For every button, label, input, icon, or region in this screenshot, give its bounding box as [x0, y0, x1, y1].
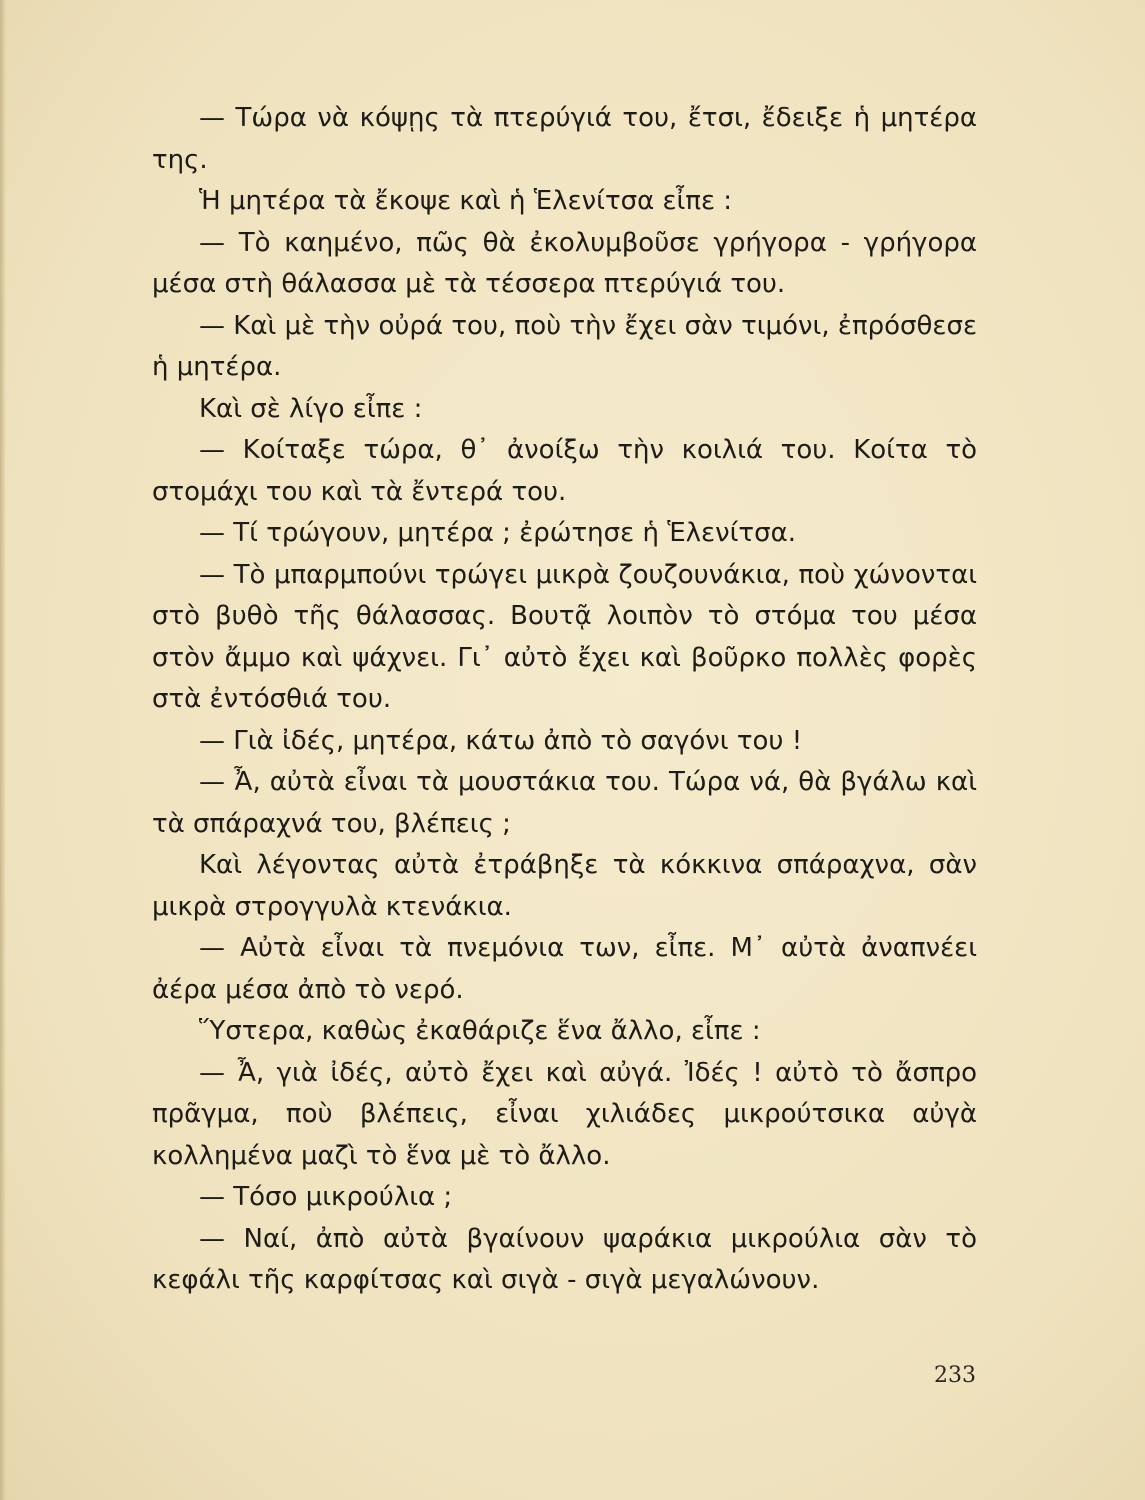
paragraph: — Γιὰ ἰδές, μητέρα, κάτω ἀπὸ τὸ σαγόνι του !: [199, 725, 803, 756]
paragraph: — Ἆ, αὐτὰ εἶναι τὰ μουστάκια του. Τώρα νά, θὰ βγάλω καὶ τὰ σπάραχνά του, βλέπεις ;: [152, 767, 977, 839]
page-number: 233: [934, 1363, 976, 1388]
paragraph: Ἡ μητέρα τὰ ἔκοψε καὶ ἡ Ἑλενίτσα εἶπε :: [199, 186, 733, 216]
paragraph: Ὕστερα, καθὼς ἐκαθάριζε ἕνα ἄλλο, εἶπε :: [199, 1016, 761, 1046]
page-edge-shadow: [0, 0, 6, 1500]
paragraph: — Τὸ μπαρμπούνι τρώγει μικρὰ ζουζουνάκια, ποὺ χώνονται στὸ βυθὸ τῆς θάλασσας. Βουτᾷ λοιπὸν τὸ στόμα του μέσα στὸν ἄμμο καὶ ψάχνει. Γι᾿ αὐτὸ ἔχει καὶ βοῦρκο πολλὲς φορὲς στὰ ἐντόσθιά του.: [152, 559, 977, 714]
paragraph: — Ἆ, γιὰ ἰδές, αὐτὸ ἔχει καὶ αὐγά. Ἰδές ! αὐτὸ τὸ ἄσπρο πρᾶγμα, ποὺ βλέπεις, εἶναι χιλιάδες μικρούτσικα αὐγὰ κολλημένα μαζὶ τὸ ἕνα μὲ τὸ ἄλλο.: [152, 1057, 977, 1171]
paragraph: — Τὸ καημένο, πῶς θὰ ἐκολυμβοῦσε γρήγορα - γρήγορα μέσα στὴ θάλασσα μὲ τὰ τέσσερα πτερύγιά του.: [152, 227, 977, 299]
paragraph: — Τόσο μικρούλια ;: [199, 1182, 453, 1212]
body-text: [152, 98, 977, 1302]
paragraph: Καὶ λέγοντας αὐτὰ ἐτράβηξε τὰ κόκκινα σπάραχνα, σὰν μικρὰ στρογγυλὰ κτενάκια.: [152, 850, 977, 922]
paragraph: — Κοίταξε τώρα, θ᾿ ἀνοίξω τὴν κοιλιά του. Κοίτα τὸ στομάχι του καὶ τὰ ἔντερά του.: [152, 435, 977, 507]
paragraph: Καὶ σὲ λίγο εἶπε :: [199, 393, 423, 424]
paragraph: — Ναί, ἀπὸ αὐτὰ βγαίνουν ψαράκια μικρούλια σὰν τὸ κεφάλι τῆς καρφίτσας καὶ σιγὰ - σιγὰ μεγαλώνουν.: [152, 1223, 977, 1295]
paragraph: — Τώρα νὰ κόψῃς τὰ πτερύγιά του, ἔτσι, ἔδειξε ἡ μητέρα της.: [152, 103, 977, 175]
paragraph: — Καὶ μὲ τὴν οὐρά του, ποὺ τὴν ἔχει σὰν τιμόνι, ἐπρόσθεσε ἡ μητέρα.: [152, 310, 977, 382]
paragraph: — Αὐτὰ εἶναι τὰ πνεμόνια των, εἶπε. Μ᾿ αὐτὰ ἀναπνέει ἀέρα μέσα ἀπὸ τὸ νερό.: [152, 933, 977, 1005]
paragraph: — Τί τρώγουν, μητέρα ; ἐρώτησε ἡ Ἑλενίτσα.: [199, 518, 796, 548]
